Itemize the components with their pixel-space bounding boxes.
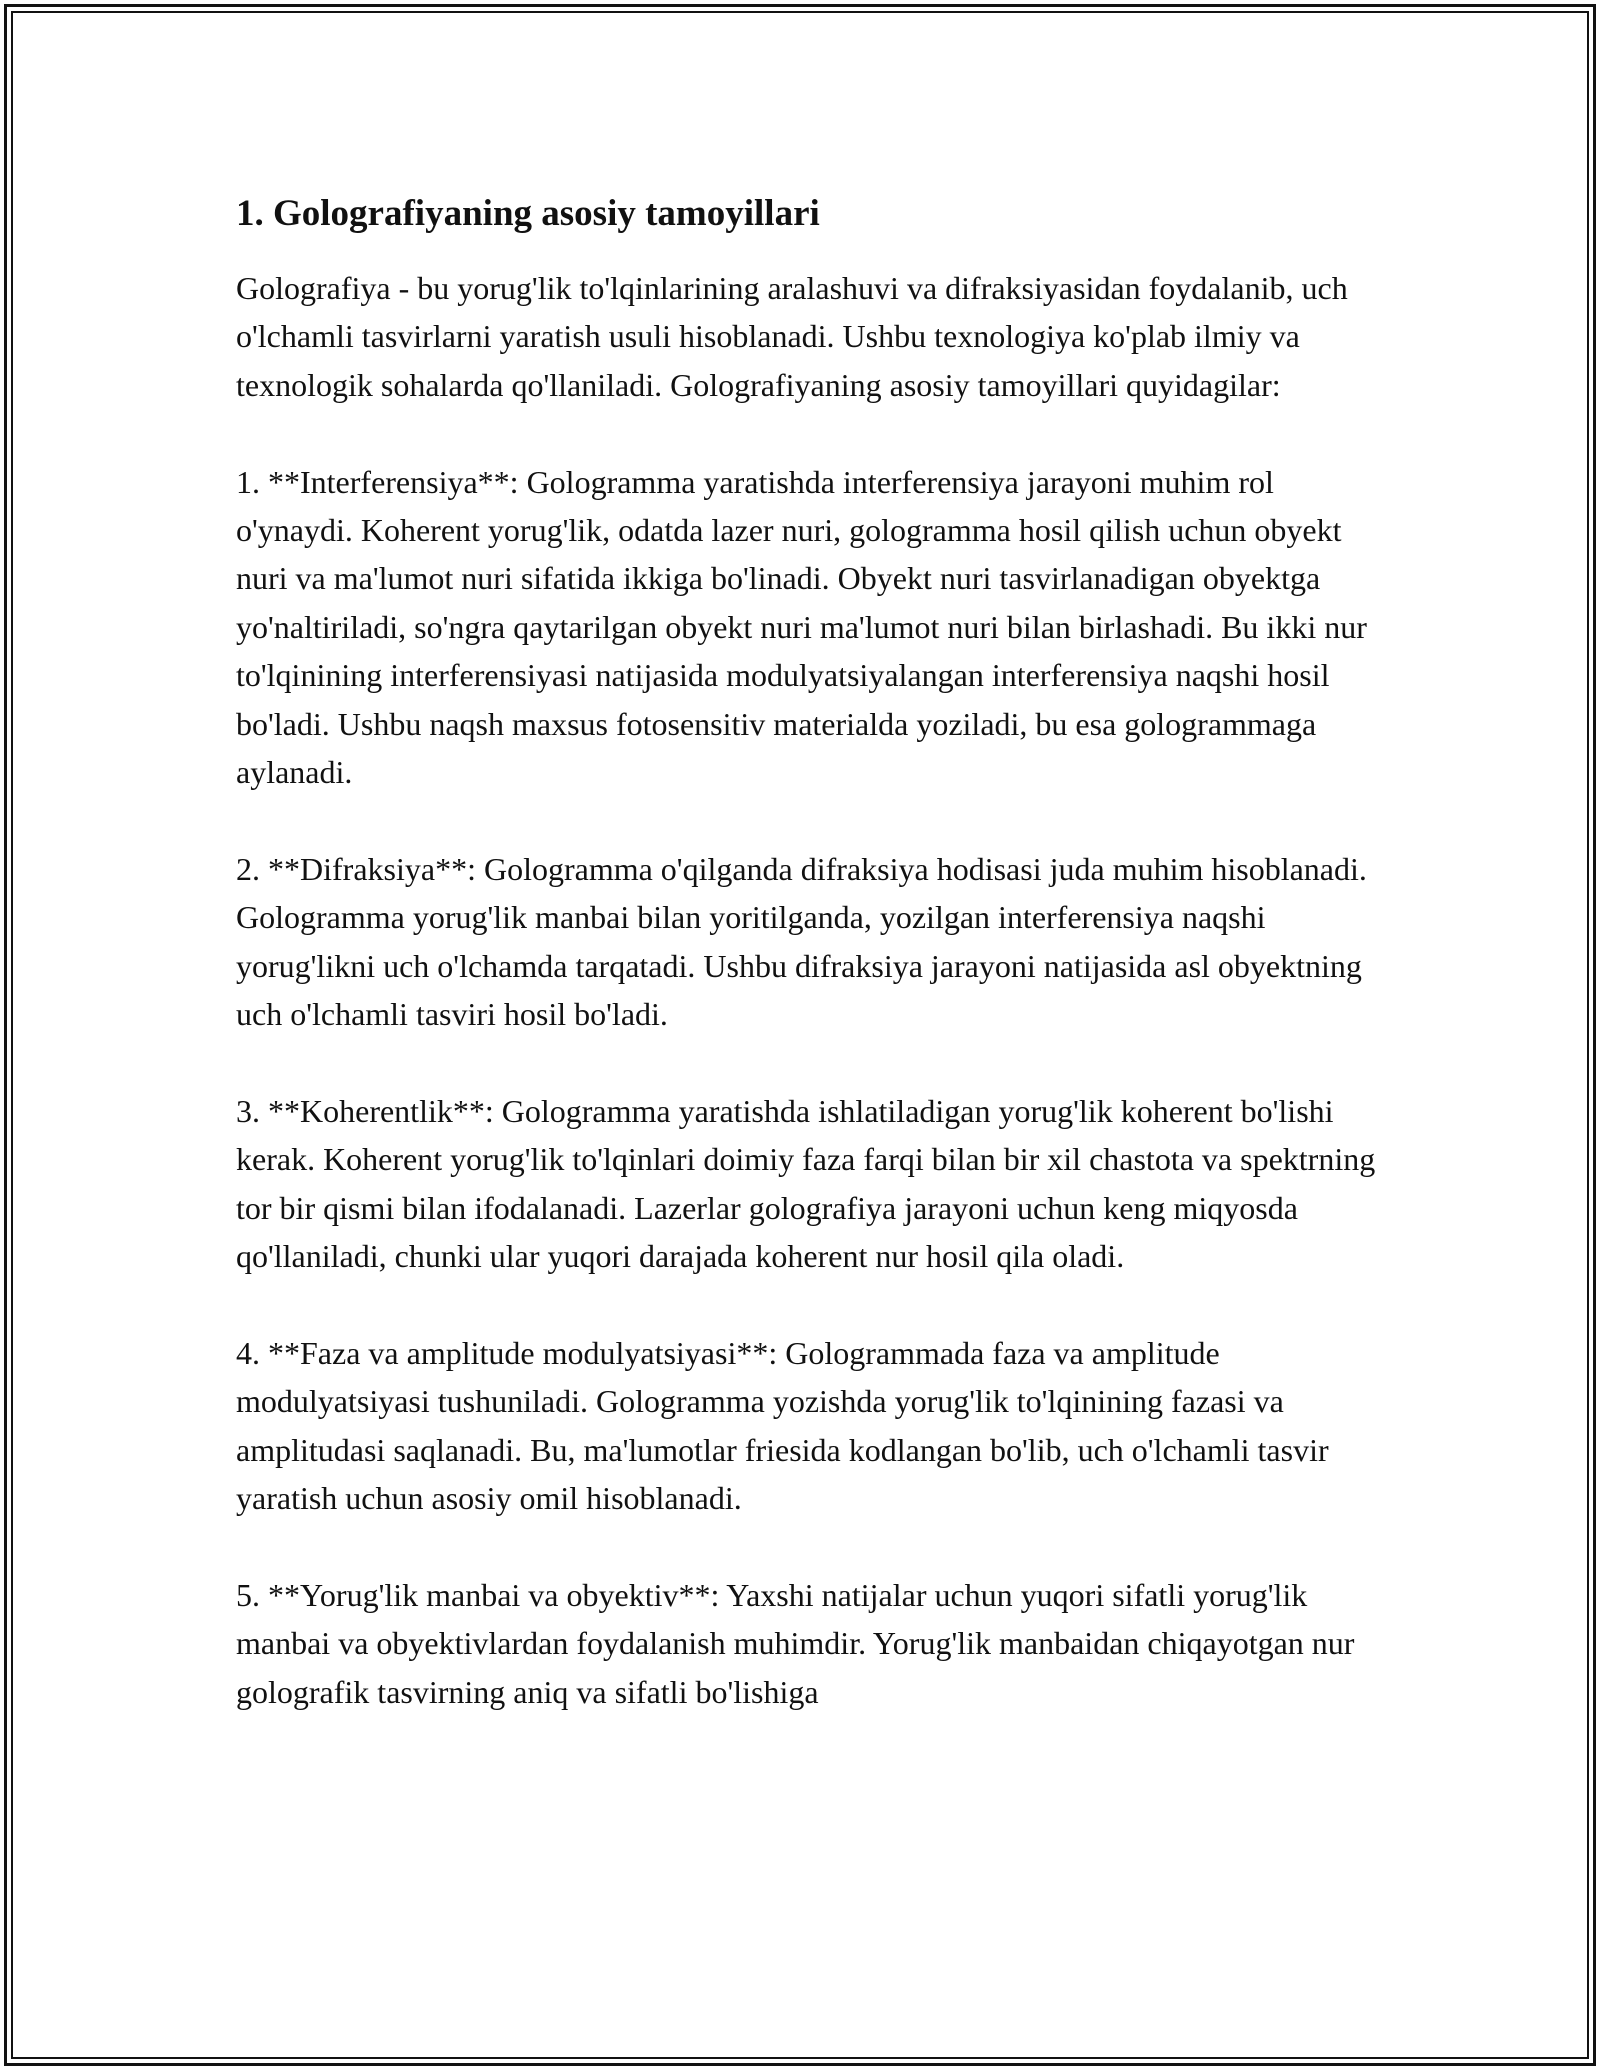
section-heading: 1. Golografiyaning asosiy tamoyillari	[236, 193, 820, 234]
document-body	[236, 190, 1376, 1716]
paragraph-phase-amplitude: 4. **Faza va amplitude modulyatsiyasi**: Gologrammada faza va amplitude modulyatsiyasi tushuniladi. Gologramma yozishda yorug'lik to'lqinining fazasi va amplitudasi saqlanadi. Bu, ma'lumotlar friesida kodlangan bo'lib, uch o'lchamli tasvir yaratish uchun asosiy omil hisoblanadi.	[236, 1334, 1329, 1517]
paragraph-diffraction: 2. **Difraksiya**: Gologramma o'qilganda difraksiya hodisasi juda muhim hisoblanadi. Gologramma yorug'lik manbai bilan yoritilganda, yozilgan interferensiya naqshi yorug'likni uch o'lchamda tarqatadi. Ushbu difraksiya jarayoni natijasida asl obyektning uch o'lchamli tasviri hosil bo'ladi.	[236, 850, 1367, 1033]
paragraph-coherence: 3. **Koherentlik**: Gologramma yaratishda ishlatiladigan yorug'lik koherent bo'lishi kerak. Koherent yorug'lik to'lqinlari doimiy faza farqi bilan bir xil chastota va spektrning tor bir qismi bilan ifodalanadi. Lazerlar golografiya jarayoni uchun keng miqyosda qo'llaniladi, chunki ular yuqori darajada koherent nur hosil qila oladi.	[236, 1092, 1376, 1275]
paragraph-light-source: 5. **Yorug'lik manbai va obyektiv**: Yaxshi natijalar uchun yuqori sifatli yorug'lik manbai va obyektivlardan foydalanish muhimdir. Yorug'lik manbaidan chiqayotgan nur golografik tasvirning aniq va sifatli bo'lishiga	[236, 1576, 1355, 1710]
paragraph-interference: 1. **Interferensiya**: Gologramma yaratishda interferensiya jarayoni muhim rol o'ynaydi. Koherent yorug'lik, odatda lazer nuri, gologramma hosil qilish uchun obyekt nuri va ma'lumot nuri sifatida ikkiga bo'linadi. Obyekt nuri tasvirlanadigan obyektga yo'naltiriladi, so'ngra qaytarilgan obyekt nuri ma'lumot nuri bilan birlashadi. Bu ikki nur to'lqinining interferensiyasi natijasida modulyatsiyalangan interferensiya naqshi hosil bo'ladi. Ushbu naqsh maxsus fotosensitiv materialda yoziladi, bu esa gologrammaga aylanadi.	[236, 463, 1367, 791]
intro-paragraph: Golografiya - bu yorug'lik to'lqinlarining aralashuvi va difraksiyasidan foydalanib, uch o'lchamli tasvirlarni yaratish usuli hisoblanadi. Ushbu texnologiya ko'plab ilmiy va texnologik sohalarda qo'llaniladi. Golografiyaning asosiy tamoyillari quyidagilar:	[236, 270, 1348, 403]
